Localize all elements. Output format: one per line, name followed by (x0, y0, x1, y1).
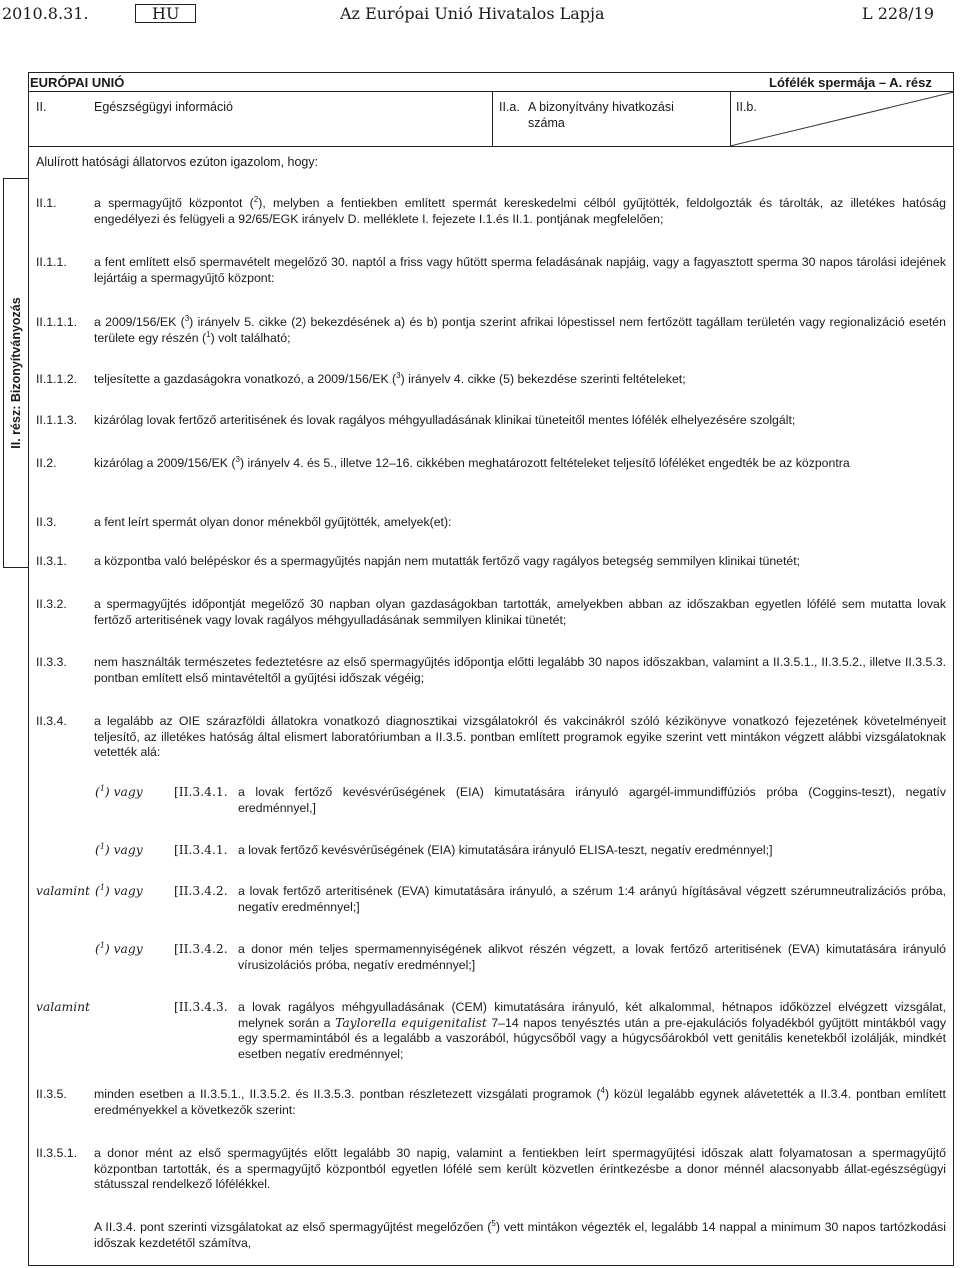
item-text: teljesítette a gazdaságokra vonatkozó, a 2009/156/EK ($^3$) irányelv 4. cikke (5) bekezdése szerinti feltételeket; (94, 370, 686, 386)
option-vagy: ($^1$) vagy (95, 940, 143, 956)
item-number: II.3.2. (36, 597, 67, 611)
ref-label-line2: száma (528, 116, 565, 130)
item-number: II.3.4. (36, 714, 67, 728)
eu-title: EURÓPAI UNIÓ (30, 75, 125, 90)
footnote-ref: 1 (99, 940, 105, 950)
item-number: II.3.1. (36, 554, 67, 568)
species-name: Taylorella equigenitalist (335, 1015, 487, 1030)
item-text: kizárólag a 2009/156/EK ($^3$) irányelv 4. és 5., illetve 12–16. cikkében meghatározott feltételeket teljesítő lóféléket engedték be az központra (94, 454, 850, 470)
certificate-name: Lófélék spermája – A. rész (769, 75, 932, 90)
item-text: a 2009/156/EK ($^3$) irányelv 5. cikke (2) bekezdésének a) és b) pontja szerint afrikai lópestissel nem fertőzött tagállam területén vagy regionalizáció esetén területe egy részén ($^1$) volt található; (94, 313, 946, 345)
header-bottom-rule (28, 146, 954, 147)
side-label: II. rész: Bizonyítványozás (9, 297, 23, 449)
intro-statement: Alulírott hatósági állatorvos ezúton igazolom, hogy: (36, 155, 319, 169)
footnote-ref: 1 (99, 882, 105, 892)
option-reference: [II.3.4.2. (174, 942, 228, 956)
item-text: minden esetben a II.3.5.1., II.3.5.2. és II.3.5.3. pontban részletezett vizsgálati programok ($^4$) közül legalább egynek alávetették a II.3.4. pontban említett eredményekkel a következők szerint: (94, 1085, 946, 1117)
item-text: kizárólag lovak fertőző arteritisének és lovak ragályos méhgyulladásának klinikai tüneteitől mentes lófélék elhelyezésére szolgált; (94, 413, 796, 427)
item-text: a spermagyűjtő központot ($^2$), melyben a fentiekben említett spermát kereskedelmi célból gyűjtötték, feldolgozták és tárolták, az illetékes hatóság engedélyezi és felügyeli a 92/65/EGK irányelv D. melléklete I. fejezete I.1.és II.1. pontjának megfelelően; (94, 194, 946, 226)
item-number: II.1.1.2. (36, 372, 78, 386)
ref-label-line1: A bizonyítvány hivatkozási (528, 100, 674, 114)
ref-label-number: II.a. (499, 100, 520, 114)
publication-date: 2010.8.31. (2, 4, 89, 23)
footnote-ref: 3 (235, 454, 240, 464)
item-number: II.1.1.3. (36, 413, 78, 427)
footnote-ref: 3 (396, 370, 401, 380)
item-number: II.3. (36, 515, 57, 529)
option-vagy: ($^1$) vagy (95, 783, 143, 799)
option-text: a lovak fertőző kevésvérűségének (EIA) kimutatására irányuló ELISA-teszt, negatív eredménnyel;] (238, 843, 773, 857)
footnote-ref: 1 (206, 329, 211, 339)
item-text: a központba való belépéskor és a spermagyűjtés napján nem mutatták fertőző vagy ragályos betegség semmilyen klinikai tünetét; (94, 554, 801, 568)
option-reference: [II.3.4.1. (174, 843, 228, 857)
item-text: a fent leírt spermát olyan donor ménekből gyűjtötték, amelyek(et): (94, 515, 452, 529)
footnote-ref: 2 (253, 194, 259, 204)
item-text: a legalább az OIE szárazföldi állatokra vonatkozó diagnosztikai vizsgálatokról és vakcinákról szóló kézikönyve vonatkozó fejezetének követelményeit teljesítő, az illetékes hatóság által elismert laboratóriumban a II.3.5. pontban említett programok egyike szerint vett mintákon végzett alábbi vizsgálatoknak vetették alá: (94, 714, 946, 759)
item-text: a donor mént az első spermagyűjtés előtt legalább 30 napig, valamint a fentiekben leírt spermagyűjtési időszak alatt folyamatosan a spermagyűjtő központban tartották, és a spermagyűjtő központból egyetlen lófélé sem került közvetlen érintkezésbe a donor ménnél alacsonyabb állat-egészségügyi státusszal rendelkező lófélékkel. (94, 1146, 946, 1191)
iib-label: II.b. (736, 100, 757, 114)
side-label-box (3, 178, 29, 568)
option-reference: [II.3.4.1. (174, 785, 228, 799)
option-text: a lovak fertőző arteritisének (EVA) kimutatására irányuló, a szérum 1:4 arányú hígításával végzett szérumneutralizációs próba, negatív eredménnyel;] (238, 884, 946, 914)
option-vagy: ($^1$) vagy (95, 882, 143, 898)
item-number: II.3.5. (36, 1087, 67, 1101)
language-code: HU (135, 4, 196, 23)
option-reference: [II.3.4.3. (174, 1000, 228, 1014)
section-number: II. (36, 100, 47, 114)
section-title: Egészségügyi információ (94, 100, 233, 114)
item-number: II.2. (36, 456, 57, 470)
footnote-ref: 3 (184, 313, 190, 323)
item-number: II.3.3. (36, 655, 67, 669)
ref-box-left-rule (492, 91, 493, 146)
journal-title: Az Európai Unió Hivatalos Lapja (340, 4, 605, 23)
page-reference: L 228/19 (862, 4, 934, 23)
item-number: II.1. (36, 196, 57, 210)
footnote-ref: 4 (600, 1085, 605, 1095)
item-number: II.3.5.1. (36, 1146, 78, 1160)
footnote-ref: 5 (491, 1218, 496, 1228)
footnote-ref: 1 (99, 783, 105, 793)
item-number: II.1.1.1. (36, 315, 78, 329)
option-reference: [II.3.4.2. (174, 884, 228, 898)
footnote-ref: 1 (99, 841, 105, 851)
item-text: nem használták természetes fedeztetésre az első spermagyűjtés időpontja előtti legalább 30 napos időszakban, valamint a II.3.5.1., II.3.5.2., illetve II.3.5.3. pontban említett első mintavételtől a gyűjtési időszak végéig; (94, 655, 946, 685)
option-vagy: ($^1$) vagy (95, 841, 143, 857)
item-number: II.1.1. (36, 255, 67, 269)
option-text: a donor mén teljes spermamennyiségének alikvot részén végzett, a lovak fertőző arteritisének (EVA) kimutatására irányuló vírusizolációs próba, negatív eredménnyel;] (238, 942, 946, 972)
page-header (0, 4, 960, 26)
item-text: a fent említett első spermavételt megelőző 30. naptól a friss vagy hűtött sperma feladásának napjáig, vagy a fagyasztott sperma 30 napos tárolási idejének lejártáig a spermagyűjtő központ: (94, 255, 946, 285)
item-text: A II.3.4. pont szerinti vizsgálatokat az első spermagyűjtést megelőzően ($^5$) vett mintákon végezték el, legalább 14 nappal a minimum 30 napos tartózkodási időszak kezdetétől számítva, (94, 1218, 946, 1250)
option-prefix: valamint (36, 884, 90, 898)
option-text: a lovak fertőző kevésvérűségének (EIA) kimutatására irányuló agargél-immundiffúziós próba (Coggins-teszt), negatív eredménnyel,] (238, 785, 946, 815)
diagonal-strike (730, 90, 954, 146)
option-text: a lovak ragályos méhgyulladásának (CEM) kimutatására irányuló, két alkalommal, hétnapos időközzel elvégzett vizsgálat, melynek során a Taylorella equigenitalist 7–14 napos tenyésztés után a pre-ejakulációs folyadékból gyűjtött mintákból vagy egy spermamintából és a legalább a vaszorából, húgycsőből vagy a húgycsőárokból vett genitális kenetekből izolálják, mindkét esetben negatív eredménnyel; (238, 1000, 946, 1061)
option-prefix: valamint (36, 1000, 90, 1014)
item-text: a spermagyűjtés időpontját megelőző 30 napban olyan gazdaságokban tartották, amelyekben abban az időszakban egyetlen lófélé sem mutatta lovak fertőző arteritisének vagy lovak ragályos méhgyulladásának semmilyen klinikai tünetét; (94, 597, 946, 627)
